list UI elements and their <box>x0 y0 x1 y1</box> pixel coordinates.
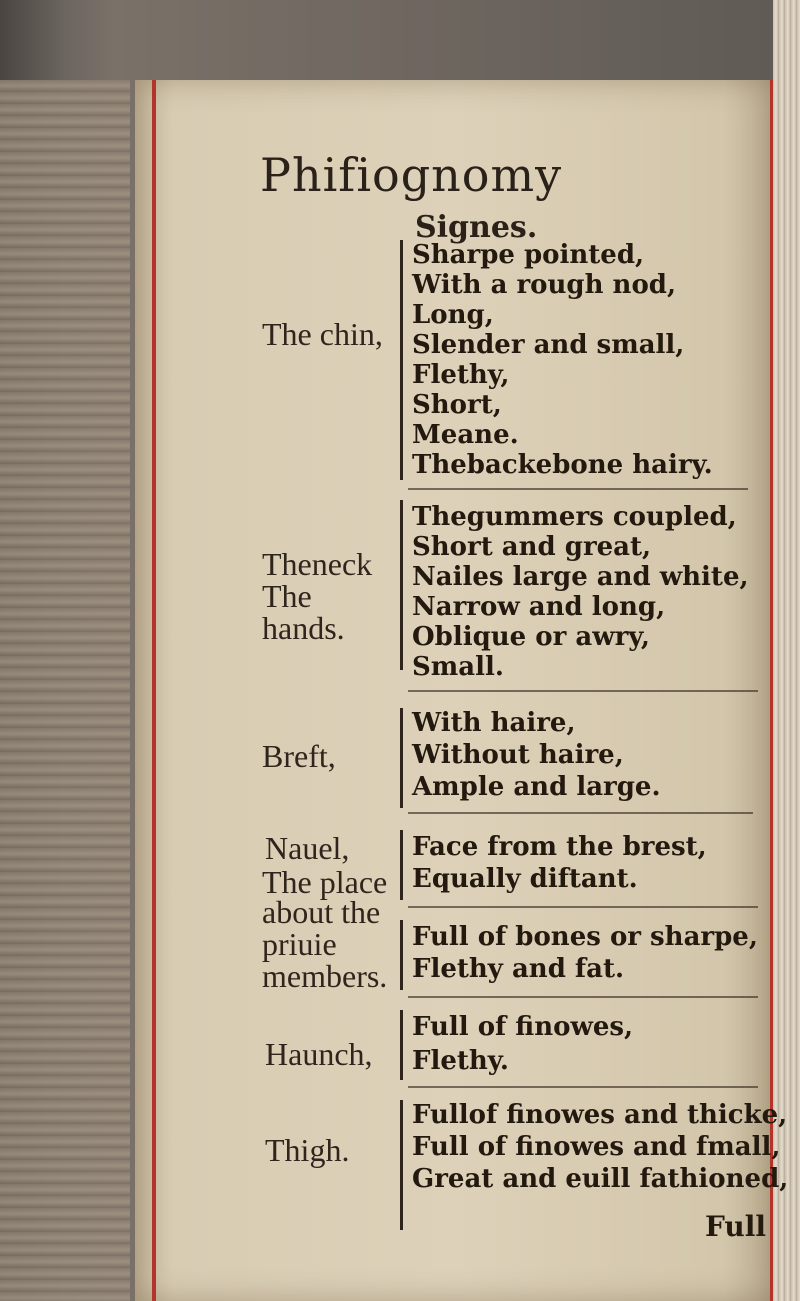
bracket <box>400 708 403 808</box>
bracket <box>400 1100 403 1230</box>
entry: Flethy. <box>412 1046 509 1076</box>
label-hands: hands. <box>262 610 345 646</box>
entry: With a rough nod, <box>412 270 677 300</box>
page-title: Phifiognomy <box>260 148 563 202</box>
entry: Small. <box>412 652 504 682</box>
catchword: Full <box>705 1210 767 1243</box>
entry: Short and great, <box>412 532 652 562</box>
entry: Without haire, <box>412 740 624 770</box>
label-members: members. <box>262 958 388 994</box>
divider-line <box>408 906 758 908</box>
divider-line <box>408 812 753 814</box>
label-neck: Theneck <box>262 546 373 582</box>
divider-line <box>408 488 748 490</box>
book-edge-left <box>0 80 130 1301</box>
bracket <box>400 240 403 480</box>
entry: Meane. <box>412 420 519 450</box>
entry: Slender and small, <box>412 330 685 360</box>
red-margin-rule-left <box>152 80 156 1301</box>
label-thigh: Thigh. <box>265 1132 350 1168</box>
label-the-place: The place <box>262 864 388 900</box>
entry: Short, <box>412 390 502 420</box>
label-haunch: Haunch, <box>265 1036 373 1072</box>
bracket <box>400 500 403 670</box>
entry: Great and euill fathioned, <box>412 1164 789 1194</box>
entry: Sharpe pointed, <box>412 240 645 270</box>
divider-line <box>408 1086 758 1088</box>
entry: Flethy, <box>412 360 510 390</box>
entry: Equally diftant. <box>412 864 638 894</box>
entry: Full of finowes and fmall, <box>412 1132 781 1162</box>
entry: Long, <box>412 300 494 330</box>
entry: Full of finowes, <box>412 1012 634 1042</box>
entry: Flethy and fat. <box>412 954 625 984</box>
label-the: The <box>262 578 312 614</box>
label-about-the: about the <box>262 894 381 930</box>
entry: Fullof finowes and thicke, <box>412 1100 788 1130</box>
divider-line <box>408 690 758 692</box>
label-navel: Nauel, <box>265 830 350 866</box>
entry: Oblique or awry, <box>412 622 650 652</box>
bracket <box>400 1010 403 1080</box>
bracket <box>400 830 403 900</box>
entry: Narrow and long, <box>412 592 666 622</box>
entry: Thebackebone hairy. <box>412 450 713 480</box>
entry: Thegummers coupled, <box>412 502 737 532</box>
page-subtitle: Signes. <box>415 210 538 245</box>
divider-line <box>408 996 758 998</box>
label-privie: priuie <box>262 926 337 962</box>
entry: Ample and large. <box>412 772 661 802</box>
label-chin: The chin, <box>262 316 383 352</box>
entry: Nailes large and white, <box>412 562 749 592</box>
bracket <box>400 920 403 990</box>
label-breast: Breft, <box>262 738 336 774</box>
entry: Full of bones or sharpe, <box>412 922 758 952</box>
entry: Face from the brest, <box>412 832 707 862</box>
entry: With haire, <box>412 708 576 738</box>
